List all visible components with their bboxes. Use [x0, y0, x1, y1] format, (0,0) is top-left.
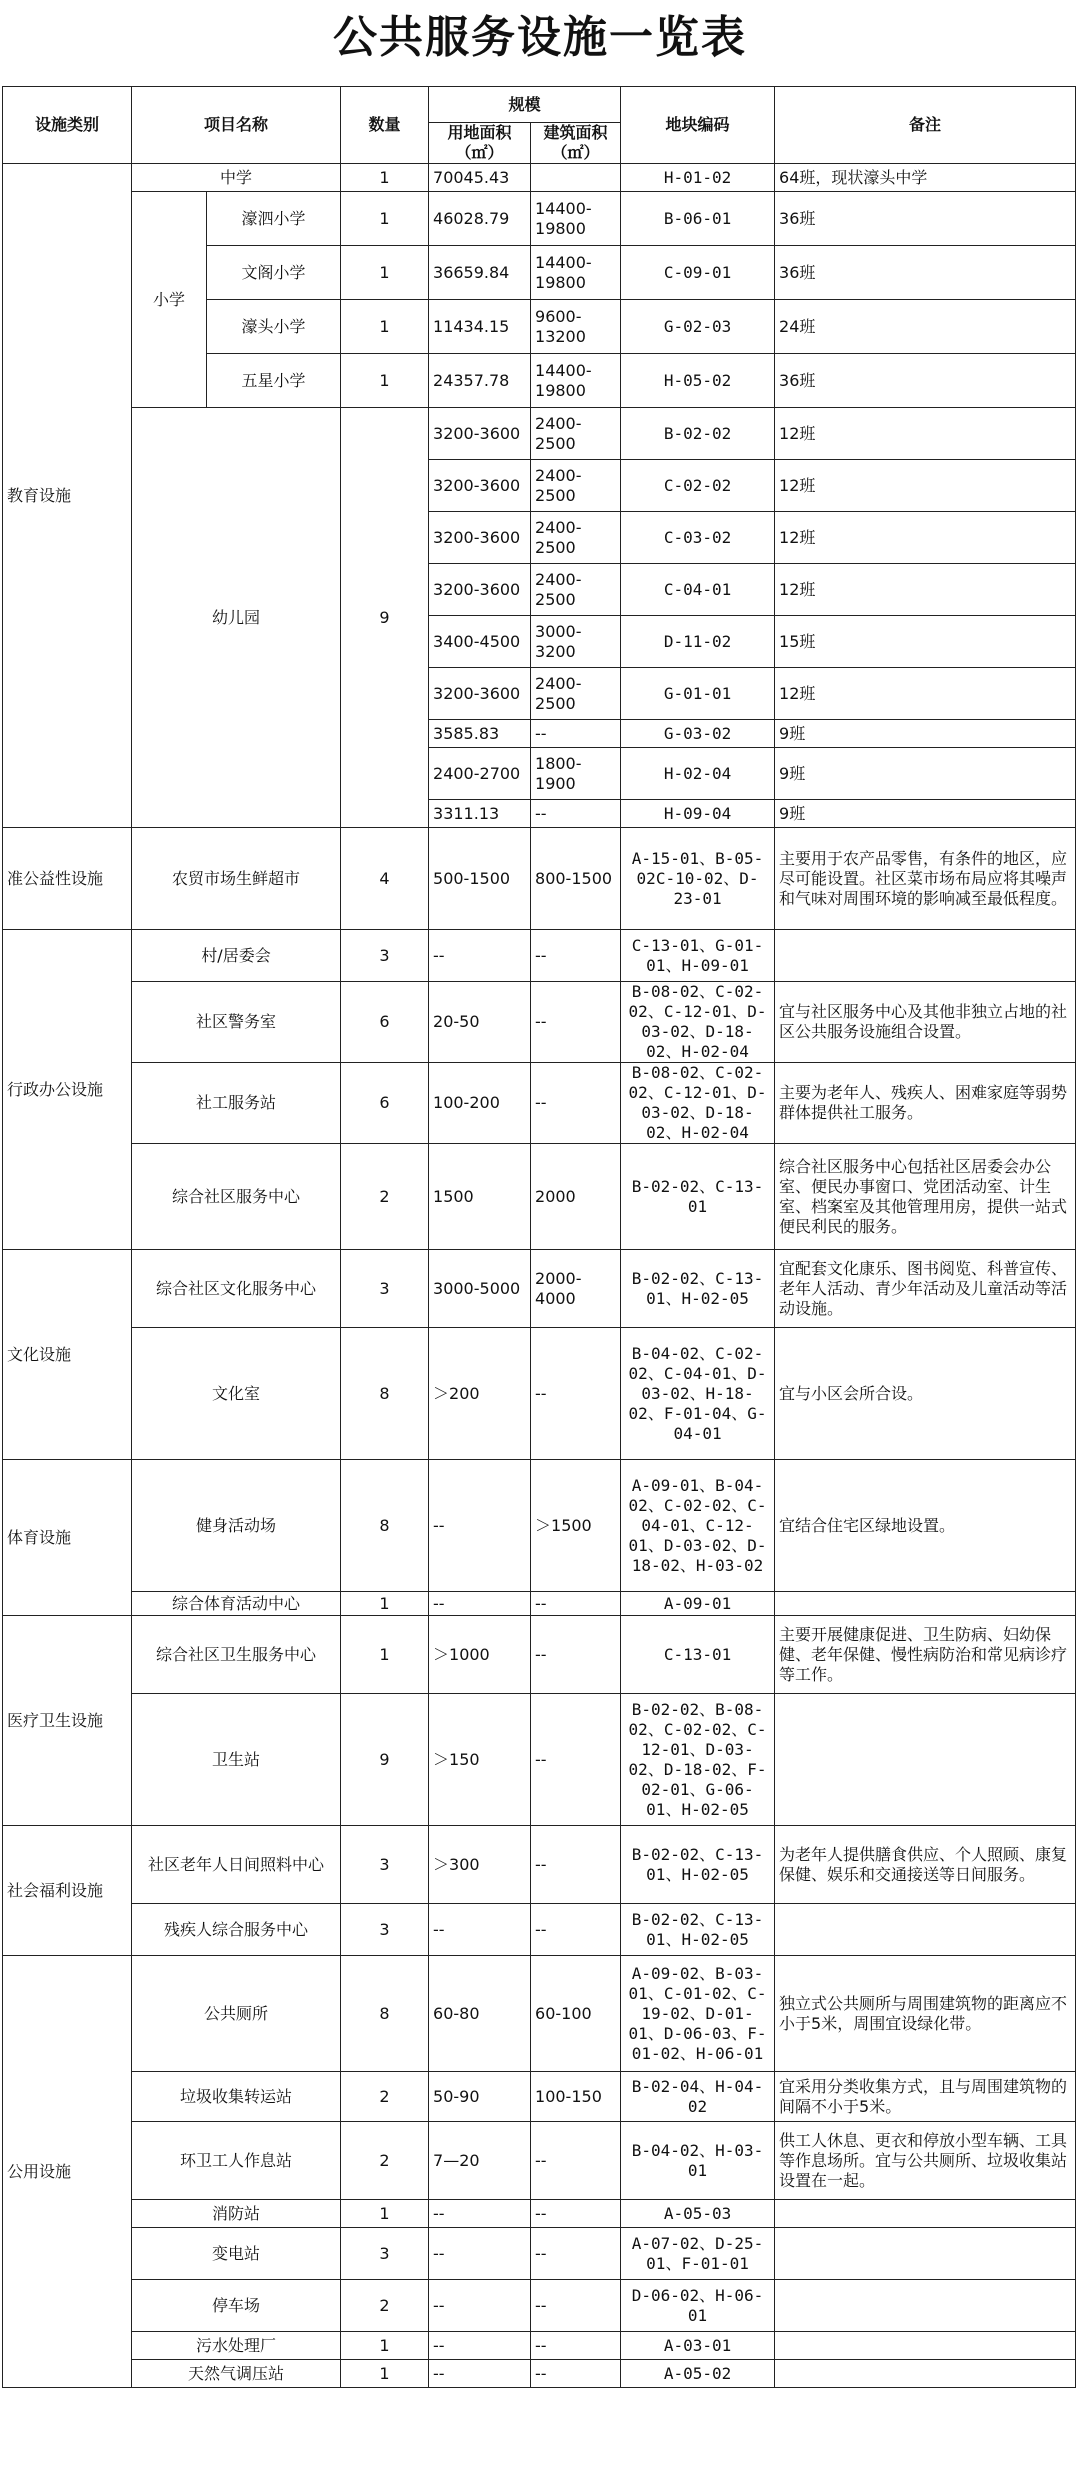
land-area-cell: 2400-2700: [429, 748, 531, 800]
land-area-cell: 50-90: [429, 2072, 531, 2122]
building-area-cell: --: [531, 2200, 621, 2228]
land-area-cell: 24357.78: [429, 354, 531, 408]
building-area-cell: 2000-4000: [531, 1250, 621, 1328]
building-area-cell: 2400-2500: [531, 408, 621, 460]
count-cell: 1: [341, 1592, 429, 1616]
project-name-cell: 文阁小学: [207, 246, 341, 300]
plot-code-cell: C-03-02: [621, 512, 775, 564]
header-count: 数量: [341, 87, 429, 164]
land-area-cell: 3200-3600: [429, 512, 531, 564]
header-plot-code: 地块编码: [621, 87, 775, 164]
table-row: [3, 828, 1076, 930]
plot-code-cell: A-05-03: [621, 2200, 775, 2228]
building-area-cell: 14400-19800: [531, 354, 621, 408]
land-area-cell: --: [429, 2280, 531, 2332]
project-name-cell: 环卫工人作息站: [132, 2122, 341, 2200]
remark-cell: 12班: [775, 512, 1076, 564]
project-name-cell: 五星小学: [207, 354, 341, 408]
table-row: [3, 1144, 1076, 1250]
count-cell: 2: [341, 2280, 429, 2332]
land-area-cell: 46028.79: [429, 192, 531, 246]
land-area-cell: ＞1000: [429, 1616, 531, 1694]
count-cell: 3: [341, 930, 429, 982]
land-area-cell: ＞150: [429, 1694, 531, 1826]
project-name-cell: 消防站: [132, 2200, 341, 2228]
count-cell: 1: [341, 2332, 429, 2360]
page-title: 公共服务设施一览表: [333, 12, 747, 63]
plot-code-cell: B-02-02、C-13-01、H-02-05: [621, 1904, 775, 1956]
land-area-cell: 3200-3600: [429, 408, 531, 460]
category-cell: 医疗卫生设施: [3, 1616, 132, 1826]
project-name-cell: 综合社区卫生服务中心: [132, 1616, 341, 1694]
remark-cell: [775, 1592, 1076, 1616]
plot-code-cell: H-09-04: [621, 800, 775, 828]
land-area-cell: 3585.83: [429, 720, 531, 748]
building-area-cell: --: [531, 930, 621, 982]
remark-cell: 主要为老年人、残疾人、困难家庭等弱势群体提供社工服务。: [775, 1063, 1076, 1144]
plot-code-cell: B-02-02、C-13-01、H-02-05: [621, 1826, 775, 1904]
land-area-cell: --: [429, 930, 531, 982]
table-row: [3, 2122, 1076, 2200]
header-building-area: 建筑面积（㎡）: [531, 123, 621, 164]
count-cell: 1: [341, 2360, 429, 2388]
table-row: [3, 2332, 1076, 2360]
land-area-cell: ＞300: [429, 1826, 531, 1904]
count-cell: 8: [341, 1328, 429, 1460]
project-name-cell: 综合社区服务中心: [132, 1144, 341, 1250]
count-cell: 3: [341, 1826, 429, 1904]
plot-code-cell: A-09-02、B-03-01、C-01-02、C-19-02、D-01-01、D-06-03、F-01-02、H-06-01: [621, 1956, 775, 2072]
table-row: [3, 2228, 1076, 2280]
plot-code-cell: G-01-01: [621, 668, 775, 720]
project-name-cell: 健身活动场: [132, 1460, 341, 1592]
plot-code-cell: B-06-01: [621, 192, 775, 246]
building-area-cell: 60-100: [531, 1956, 621, 2072]
remark-cell: 9班: [775, 800, 1076, 828]
remark-cell: 36班: [775, 192, 1076, 246]
remark-cell: 9班: [775, 720, 1076, 748]
land-area-cell: 500-1500: [429, 828, 531, 930]
project-name-cell: 文化室: [132, 1328, 341, 1460]
count-cell: 3: [341, 1250, 429, 1328]
remark-cell: 24班: [775, 300, 1076, 354]
header-project: 项目名称: [132, 87, 341, 164]
building-area-cell: 14400-19800: [531, 192, 621, 246]
land-area-cell: 36659.84: [429, 246, 531, 300]
land-area-cell: ＞200: [429, 1328, 531, 1460]
remark-cell: [775, 930, 1076, 982]
plot-code-cell: A-03-01: [621, 2332, 775, 2360]
building-area-cell: --: [531, 1328, 621, 1460]
building-area-cell: --: [531, 1904, 621, 1956]
land-area-cell: 60-80: [429, 1956, 531, 2072]
remark-cell: 12班: [775, 564, 1076, 616]
building-area-cell: --: [531, 2280, 621, 2332]
plot-code-cell: B-08-02、C-02-02、C-12-01、D-03-02、D-18-02、H-02-04: [621, 982, 775, 1063]
remark-cell: [775, 2332, 1076, 2360]
primary-school-group-cell: 小学: [132, 192, 207, 408]
header-category: 设施类别: [3, 87, 132, 164]
building-area-cell: --: [531, 1592, 621, 1616]
land-area-cell: --: [429, 2360, 531, 2388]
project-name-cell: 公共厕所: [132, 1956, 341, 2072]
count-cell: 8: [341, 1460, 429, 1592]
header-land-area: 用地面积（㎡）: [429, 123, 531, 164]
count-cell: 1: [341, 300, 429, 354]
header-scale: 规模: [429, 87, 621, 123]
remark-cell: 主要开展健康促进、卫生防病、妇幼保健、老年保健、慢性病防治和常见病诊疗等工作。: [775, 1616, 1076, 1694]
building-area-cell: 2400-2500: [531, 564, 621, 616]
land-area-cell: 20-50: [429, 982, 531, 1063]
building-area-cell: 9600-13200: [531, 300, 621, 354]
project-name-cell: 社区警务室: [132, 982, 341, 1063]
category-cell: 文化设施: [3, 1250, 132, 1460]
building-area-cell: ＞1500: [531, 1460, 621, 1592]
count-cell: 1: [341, 246, 429, 300]
count-cell: 3: [341, 2228, 429, 2280]
plot-code-cell: A-09-01: [621, 1592, 775, 1616]
table-row: [3, 2360, 1076, 2388]
plot-code-cell: B-04-02、H-03-01: [621, 2122, 775, 2200]
remark-cell: 主要用于农产品零售，有条件的地区，应尽可能设置。社区菜市场布局应将其噪声和气味对周围环境的影响减至最低程度。: [775, 828, 1076, 930]
building-area-cell: 100-150: [531, 2072, 621, 2122]
building-area-cell: --: [531, 2332, 621, 2360]
plot-code-cell: B-02-02、B-08-02、C-02-02、C-12-01、D-03-02、D-18-02、F-02-01、G-06-01、H-02-05: [621, 1694, 775, 1826]
table-row: [3, 1956, 1076, 2072]
plot-code-cell: C-02-02: [621, 460, 775, 512]
project-name-cell: 村/居委会: [132, 930, 341, 982]
land-area-cell: --: [429, 1592, 531, 1616]
remark-cell: [775, 2228, 1076, 2280]
land-area-cell: 3200-3600: [429, 460, 531, 512]
table-row: [3, 1328, 1076, 1460]
building-area-cell: --: [531, 1694, 621, 1826]
land-area-cell: 11434.15: [429, 300, 531, 354]
project-name-cell: 综合体育活动中心: [132, 1592, 341, 1616]
remark-cell: 15班: [775, 616, 1076, 668]
count-cell: 4: [341, 828, 429, 930]
remark-cell: 宜采用分类收集方式，且与周围建筑物的间隔不小于5米。: [775, 2072, 1076, 2122]
count-cell: 9: [341, 1694, 429, 1826]
category-cell: 体育设施: [3, 1460, 132, 1616]
count-cell: 2: [341, 2072, 429, 2122]
plot-code-cell: A-15-01、B-05-02C-10-02、D-23-01: [621, 828, 775, 930]
project-name-cell: 污水处理厂: [132, 2332, 341, 2360]
remark-cell: 宜结合住宅区绿地设置。: [775, 1460, 1076, 1592]
remark-cell: [775, 1694, 1076, 1826]
project-name-cell: 天然气调压站: [132, 2360, 341, 2388]
project-name-cell: 变电站: [132, 2228, 341, 2280]
plot-code-cell: C-04-01: [621, 564, 775, 616]
remark-cell: 宜与小区会所合设。: [775, 1328, 1076, 1460]
table-row: [3, 1826, 1076, 1904]
project-name-cell: 中学: [132, 164, 341, 192]
category-cell: 准公益性设施: [3, 828, 132, 930]
building-area-cell: --: [531, 1063, 621, 1144]
remark-cell: [775, 2200, 1076, 2228]
land-area-cell: 1500: [429, 1144, 531, 1250]
remark-cell: 供工人休息、更衣和停放小型车辆、工具等作息场所。宜与公共厕所、垃圾收集站设置在一起。: [775, 2122, 1076, 2200]
project-name-cell: 社区老年人日间照料中心: [132, 1826, 341, 1904]
project-name-cell: 濠泗小学: [207, 192, 341, 246]
land-area-cell: 70045.43: [429, 164, 531, 192]
count-cell: 1: [341, 164, 429, 192]
remark-cell: 9班: [775, 748, 1076, 800]
table-row: [3, 1063, 1076, 1144]
count-cell: 3: [341, 1904, 429, 1956]
count-cell: 1: [341, 1616, 429, 1694]
plot-code-cell: H-05-02: [621, 354, 775, 408]
remark-cell: [775, 2280, 1076, 2332]
project-name-cell: 垃圾收集转运站: [132, 2072, 341, 2122]
remark-cell: [775, 2360, 1076, 2388]
land-area-cell: 3200-3600: [429, 564, 531, 616]
plot-code-cell: B-02-02、C-13-01、H-02-05: [621, 1250, 775, 1328]
plot-code-cell: G-03-02: [621, 720, 775, 748]
table-row: [3, 1904, 1076, 1956]
land-area-cell: --: [429, 2228, 531, 2280]
table-row: [3, 2072, 1076, 2122]
building-area-cell: 2400-2500: [531, 460, 621, 512]
category-cell: 社会福利设施: [3, 1826, 132, 1956]
table-row: [3, 408, 1076, 460]
plot-code-cell: H-01-02: [621, 164, 775, 192]
building-area-cell: 800-1500: [531, 828, 621, 930]
plot-code-cell: G-02-03: [621, 300, 775, 354]
building-area-cell: --: [531, 1826, 621, 1904]
table-row: [3, 1616, 1076, 1694]
table-row: [3, 930, 1076, 982]
land-area-cell: 3000-5000: [429, 1250, 531, 1328]
plot-code-cell: A-07-02、D-25-01、F-01-01: [621, 2228, 775, 2280]
remark-cell: 12班: [775, 408, 1076, 460]
plot-code-cell: B-02-02: [621, 408, 775, 460]
plot-code-cell: C-13-01、G-01-01、H-09-01: [621, 930, 775, 982]
plot-code-cell: D-11-02: [621, 616, 775, 668]
project-name-cell: 农贸市场生鲜超市: [132, 828, 341, 930]
project-name-cell: 综合社区文化服务中心: [132, 1250, 341, 1328]
plot-code-cell: C-09-01: [621, 246, 775, 300]
remark-cell: 宜配套文化康乐、图书阅览、科普宣传、老年人活动、青少年活动及儿童活动等活动设施。: [775, 1250, 1076, 1328]
building-area-cell: --: [531, 2228, 621, 2280]
plot-code-cell: H-02-04: [621, 748, 775, 800]
category-cell: 行政办公设施: [3, 930, 132, 1250]
table-row: [3, 1694, 1076, 1826]
building-area-cell: --: [531, 800, 621, 828]
project-name-cell: 幼儿园: [132, 408, 341, 828]
building-area-cell: 3000-3200: [531, 616, 621, 668]
remark-cell: 宜与社区服务中心及其他非独立占地的社区公共服务设施组合设置。: [775, 982, 1076, 1063]
land-area-cell: --: [429, 2200, 531, 2228]
count-cell: 1: [341, 2200, 429, 2228]
building-area-cell: 2400-2500: [531, 668, 621, 720]
remark-cell: 36班: [775, 246, 1076, 300]
land-area-cell: 3400-4500: [429, 616, 531, 668]
land-area-cell: 7—20: [429, 2122, 531, 2200]
building-area-cell: --: [531, 2360, 621, 2388]
project-name-cell: 社工服务站: [132, 1063, 341, 1144]
building-area-cell: [531, 164, 621, 192]
project-name-cell: 卫生站: [132, 1694, 341, 1826]
count-cell: 9: [341, 408, 429, 828]
plot-code-cell: A-09-01、B-04-02、C-02-02、C-04-01、C-12-01、D-03-02、D-18-02、H-03-02: [621, 1460, 775, 1592]
plot-code-cell: A-05-02: [621, 2360, 775, 2388]
count-cell: 2: [341, 1144, 429, 1250]
project-name-cell: 濠头小学: [207, 300, 341, 354]
category-cell: 公用设施: [3, 1956, 132, 2388]
plot-code-cell: B-08-02、C-02-02、C-12-01、D-03-02、D-18-02、H-02-04: [621, 1063, 775, 1144]
plot-code-cell: B-02-04、H-04-02: [621, 2072, 775, 2122]
building-area-cell: --: [531, 2122, 621, 2200]
plot-code-cell: B-02-02、C-13-01: [621, 1144, 775, 1250]
plot-code-cell: C-13-01: [621, 1616, 775, 1694]
category-cell: 教育设施: [3, 164, 132, 828]
header-remark: 备注: [775, 87, 1076, 164]
count-cell: 1: [341, 354, 429, 408]
table-row: [3, 1250, 1076, 1328]
building-area-cell: 14400-19800: [531, 246, 621, 300]
table-row: [3, 1460, 1076, 1592]
land-area-cell: 3311.13: [429, 800, 531, 828]
remark-cell: 36班: [775, 354, 1076, 408]
table-row: [3, 2200, 1076, 2228]
land-area-cell: --: [429, 1904, 531, 1956]
facility-table: [2, 86, 1076, 2388]
remark-cell: 12班: [775, 460, 1076, 512]
building-area-cell: --: [531, 982, 621, 1063]
land-area-cell: --: [429, 2332, 531, 2360]
table-row: [3, 192, 1076, 246]
remark-cell: 独立式公共厕所与周围建筑物的距离应不小于5米，周围宜设绿化带。: [775, 1956, 1076, 2072]
table-row: [3, 164, 1076, 192]
count-cell: 6: [341, 1063, 429, 1144]
remark-cell: 64班，现状濠头中学: [775, 164, 1076, 192]
building-area-cell: --: [531, 1616, 621, 1694]
land-area-cell: 100-200: [429, 1063, 531, 1144]
land-area-cell: --: [429, 1460, 531, 1592]
count-cell: 8: [341, 1956, 429, 2072]
remark-cell: 12班: [775, 668, 1076, 720]
count-cell: 2: [341, 2122, 429, 2200]
building-area-cell: --: [531, 720, 621, 748]
table-header-row: [3, 87, 1076, 123]
table-row: [3, 982, 1076, 1063]
remark-cell: [775, 1904, 1076, 1956]
land-area-cell: 3200-3600: [429, 668, 531, 720]
plot-code-cell: B-04-02、C-02-02、C-04-01、D-03-02、H-18-02、F-01-04、G-04-01: [621, 1328, 775, 1460]
count-cell: 1: [341, 192, 429, 246]
plot-code-cell: D-06-02、H-06-01: [621, 2280, 775, 2332]
project-name-cell: 停车场: [132, 2280, 341, 2332]
count-cell: 6: [341, 982, 429, 1063]
project-name-cell: 残疾人综合服务中心: [132, 1904, 341, 1956]
table-row: [3, 2280, 1076, 2332]
remark-cell: 为老年人提供膳食供应、个人照顾、康复保健、娱乐和交通接送等日间服务。: [775, 1826, 1076, 1904]
building-area-cell: 1800-1900: [531, 748, 621, 800]
remark-cell: 综合社区服务中心包括社区居委会办公室、便民办事窗口、党团活动室、计生室、档案室及其他管理用房，提供一站式便民利民的服务。: [775, 1144, 1076, 1250]
building-area-cell: 2000: [531, 1144, 621, 1250]
building-area-cell: 2400-2500: [531, 512, 621, 564]
table-row: [3, 1592, 1076, 1616]
